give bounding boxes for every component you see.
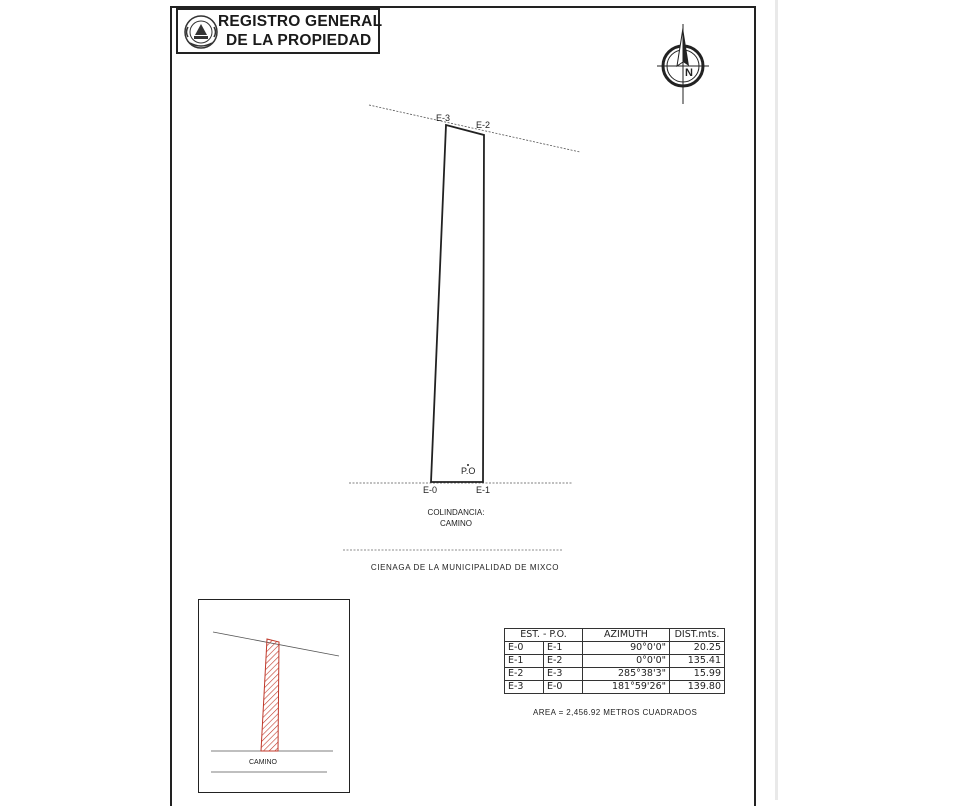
cell-po: E-3 <box>544 668 583 681</box>
table-row <box>505 681 725 694</box>
north-label: N <box>685 67 693 79</box>
cell-est: E-0 <box>505 642 544 655</box>
cell-dist: 15.99 <box>670 668 725 681</box>
cell-dist: 139.80 <box>670 681 725 694</box>
vertex-e2-label: E-2 <box>476 120 491 130</box>
colindancia-value: CAMINO <box>440 519 472 528</box>
cell-dist: 135.41 <box>670 655 725 668</box>
table-row <box>505 655 725 668</box>
parcel-polygon <box>431 125 484 482</box>
po-label: P.O <box>461 466 476 476</box>
cell-est: E-3 <box>505 681 544 694</box>
cell-po: E-2 <box>544 655 583 668</box>
header-azimuth: AZIMUTH <box>583 629 670 642</box>
cell-dist: 20.25 <box>670 642 725 655</box>
cell-est: E-2 <box>505 668 544 681</box>
upper-boundary-line <box>369 105 580 152</box>
vertex-e0-label: E-0 <box>423 485 438 495</box>
cell-po: E-0 <box>544 681 583 694</box>
inset-camino-label: CAMINO <box>249 759 277 766</box>
title-line-1: REGISTRO GENERAL <box>218 13 383 30</box>
table-row <box>505 668 725 681</box>
cell-azimuth: 0°0'0" <box>583 655 670 668</box>
cell-est: E-1 <box>505 655 544 668</box>
area-summary: AREA = 2,456.92 METROS CUADRADOS <box>533 708 698 717</box>
inset-parcel-hatched <box>261 639 279 751</box>
cell-azimuth: 181°59'26" <box>583 681 670 694</box>
cell-azimuth: 285°38'3" <box>583 668 670 681</box>
vertex-e3-label: E-3 <box>436 113 451 123</box>
survey-data-table <box>504 628 725 694</box>
table-row <box>505 642 725 655</box>
header-dist: DIST.mts. <box>670 629 725 642</box>
cell-po: E-1 <box>544 642 583 655</box>
header-est-po: EST. - P.O. <box>505 629 583 642</box>
vertex-e1-label: E-1 <box>476 485 491 495</box>
cell-azimuth: 90°0'0" <box>583 642 670 655</box>
cienaga-label: CIENAGA DE LA MUNICIPALIDAD DE MIXCO <box>370 563 560 572</box>
table-header-row <box>505 629 725 642</box>
location-inset <box>198 599 350 793</box>
title-line-2: DE LA PROPIEDAD <box>226 32 372 49</box>
colindancia-label: COLINDANCIA: <box>427 508 485 517</box>
